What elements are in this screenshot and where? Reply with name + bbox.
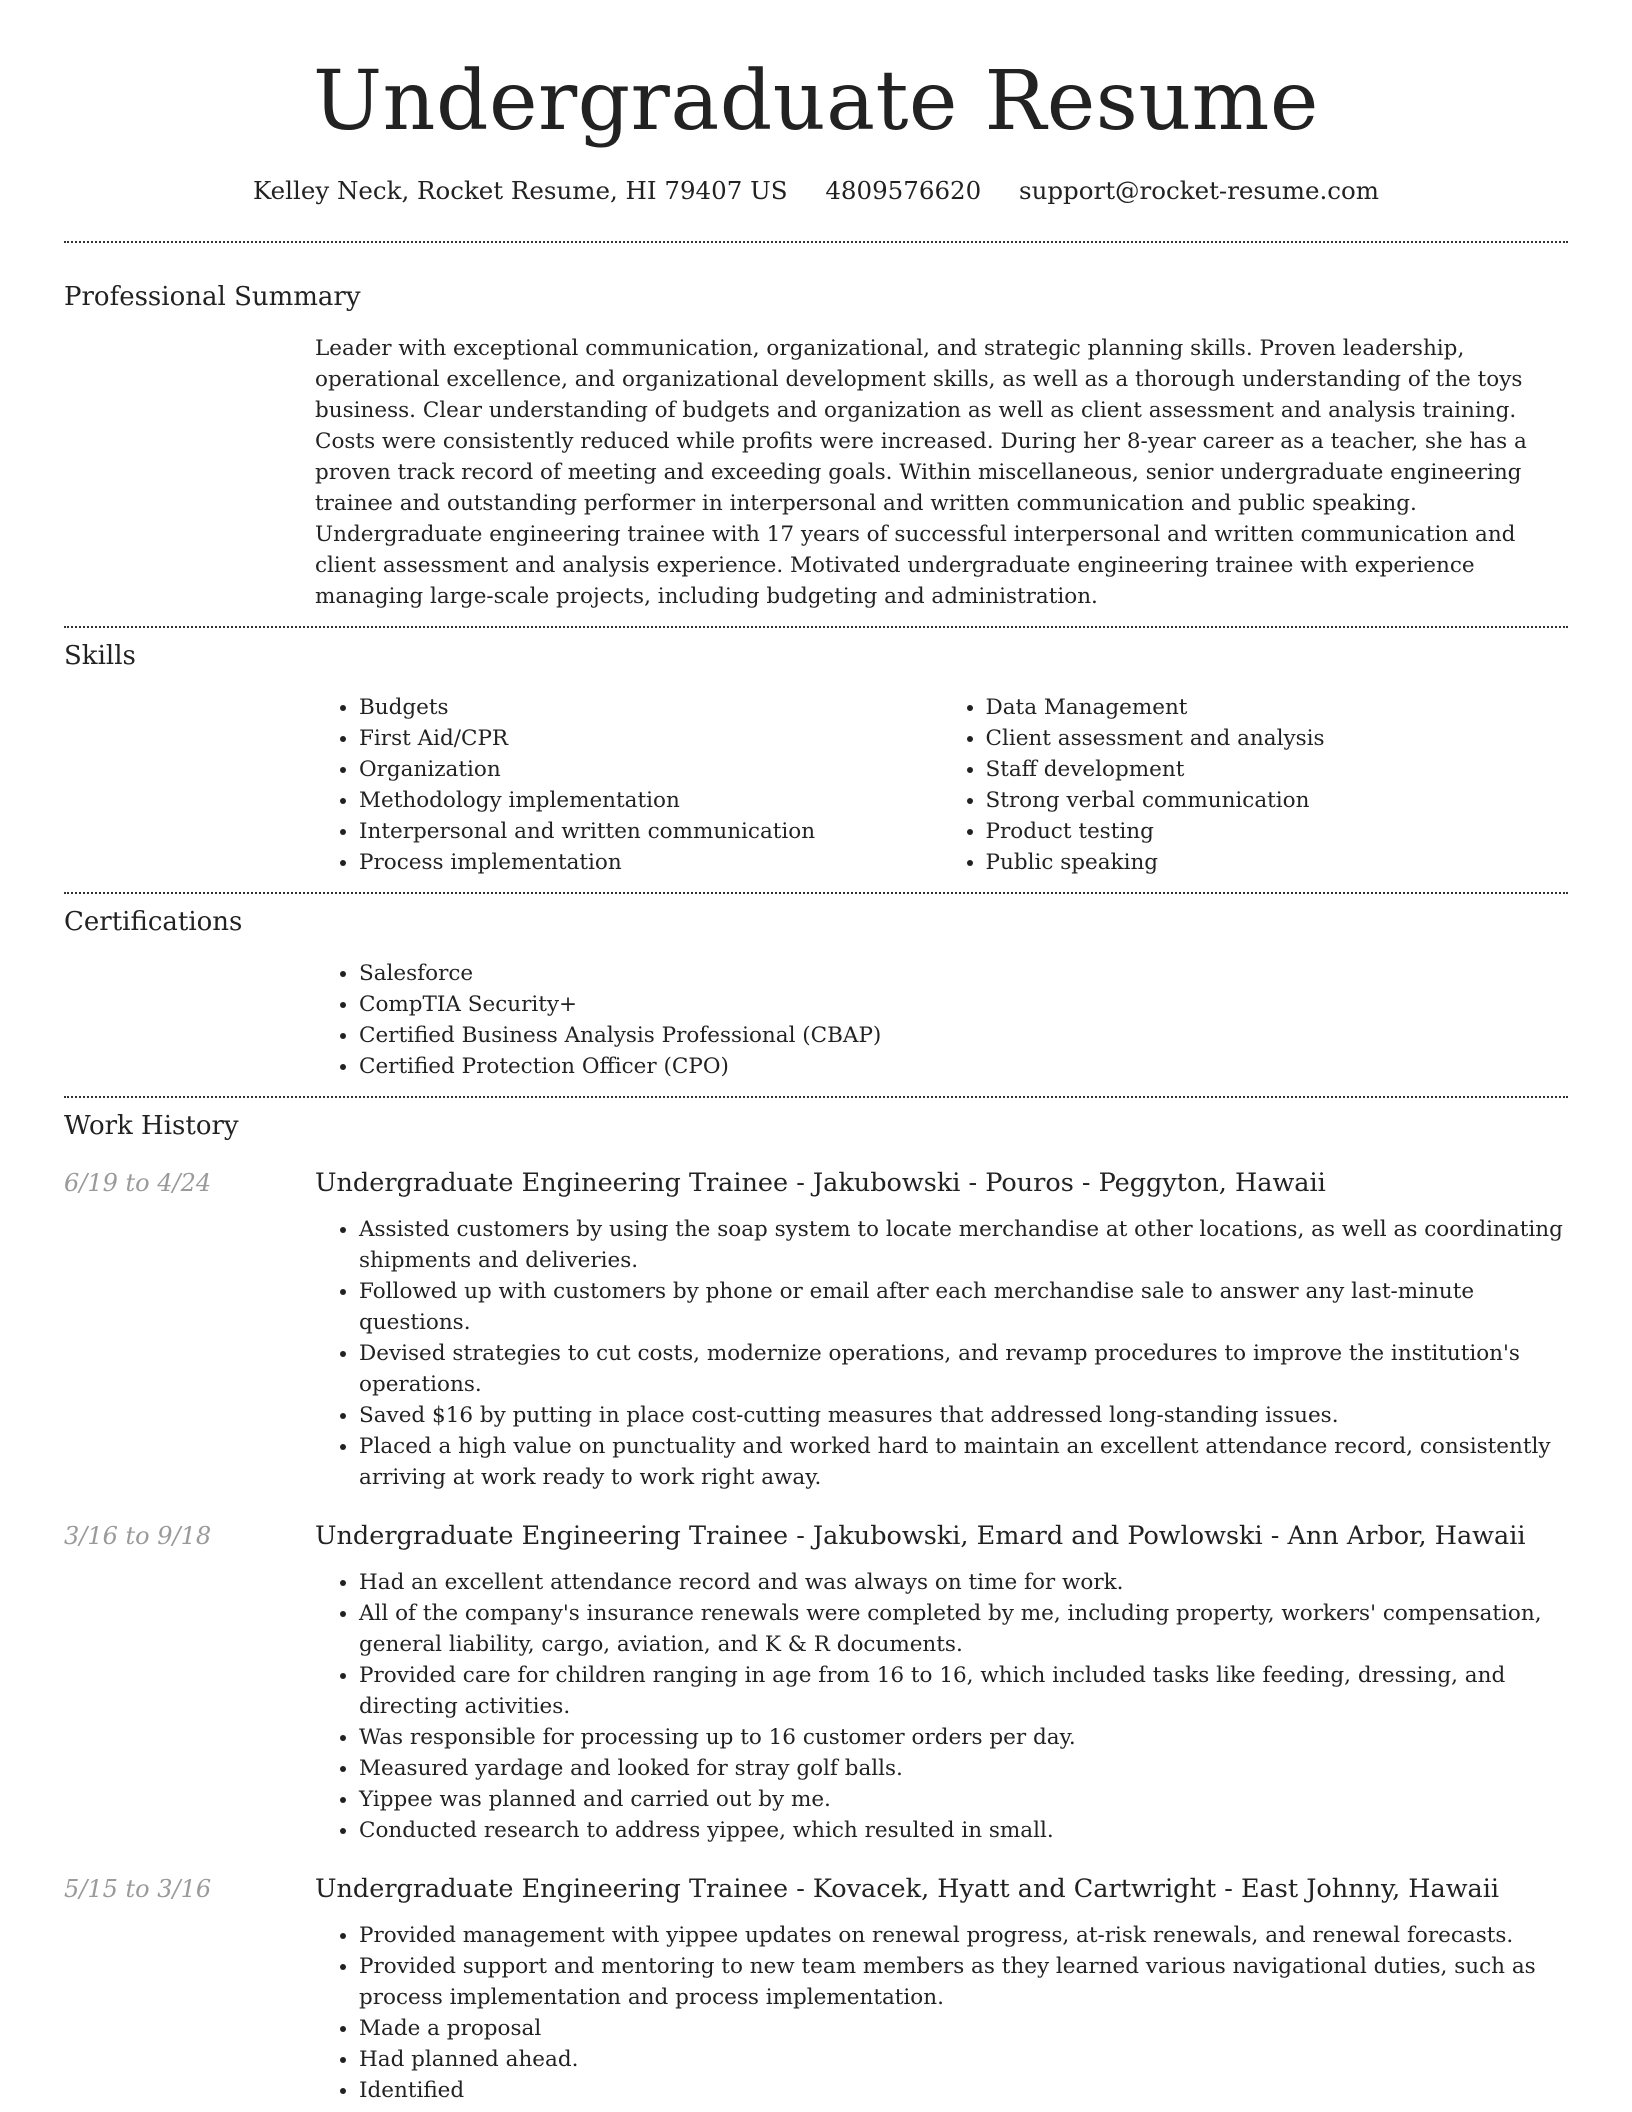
job-dates: 5/15 to 3/16: [64, 1875, 212, 1903]
job-bullet: • Placed a high value on punctuality and worked hard to maintain an excellent attendance record, consistently arriving at work ready to work right away.: [359, 1431, 1568, 1493]
job-bullet: • Identified: [359, 2075, 1568, 2106]
summary-body: [315, 333, 1568, 612]
contact-address: Kelley Neck, Rocket Resume, HI 79407 US: [253, 176, 788, 205]
job-bullet: • Had planned ahead.: [359, 2044, 1568, 2075]
job-bullet: • Provided management with yippee updates on renewal progress, at-risk renewals, and renewal forecasts.: [359, 1920, 1568, 1951]
job-bullet: • Provided support and mentoring to new team members as they learned various navigational duties, such as process implementation and process implementation.: [359, 1951, 1568, 2013]
skills-column-left: [315, 692, 942, 878]
certification-item: • Certified Protection Officer (CPO): [359, 1051, 1568, 1082]
skill-item: • Client assessment and analysis: [986, 723, 1569, 754]
work-history-section: [64, 1098, 1568, 2106]
job-bullets: [315, 1567, 1568, 1846]
job-bullet: • Conducted research to address yippee, which resulted in small.: [359, 1815, 1568, 1846]
certifications-list: [315, 958, 1568, 1082]
summary-section: [64, 243, 1568, 626]
section-heading-skills: Skills: [64, 641, 136, 671]
job-title: Undergraduate Engineering Trainee - Jakubowski - Pouros - Peggyton, Hawaii: [315, 1168, 1326, 1198]
skill-item: • Organization: [359, 754, 942, 785]
skills-column-right: [942, 692, 1569, 878]
job-bullet: • All of the company's insurance renewals were completed by me, including property, workers' compensation, general liability, cargo, aviation, and K & R documents.: [359, 1598, 1568, 1660]
job-entry: [64, 1519, 1568, 1846]
certifications-section: [64, 894, 1568, 1096]
resume-page: [64, 0, 1568, 2106]
skills-list: [315, 692, 1568, 878]
job-entry: [64, 1872, 1568, 2106]
job-dates: 3/16 to 9/18: [64, 1522, 212, 1550]
contact-phone: 4809576620: [825, 176, 982, 205]
job-bullet: • Assisted customers by using the soap system to locate merchandise at other locations, as well as coordinating shipments and deliveries.: [359, 1214, 1568, 1276]
job-bullet: • Measured yardage and looked for stray golf balls.: [359, 1753, 1568, 1784]
job-bullet: • Devised strategies to cut costs, modernize operations, and revamp procedures to improve the institution's operations.: [359, 1338, 1568, 1400]
skill-item: • Process implementation: [359, 847, 942, 878]
skill-item: • Public speaking: [986, 847, 1569, 878]
page-title: Undergraduate Resume: [313, 54, 1319, 149]
certification-item: • CompTIA Security+: [359, 989, 1568, 1020]
section-heading-summary: Professional Summary: [64, 282, 361, 312]
contact-email: support@rocket-resume.com: [1019, 176, 1379, 205]
job-bullet: • Had an excellent attendance record and was always on time for work.: [359, 1567, 1568, 1598]
job-entry: [64, 1166, 1568, 1493]
skill-item: • First Aid/CPR: [359, 723, 942, 754]
job-title: Undergraduate Engineering Trainee - Jakubowski, Emard and Powlowski - Ann Arbor, Hawaii: [315, 1521, 1526, 1551]
job-bullet: • Saved $16 by putting in place cost-cutting measures that addressed long-standing issues.: [359, 1400, 1568, 1431]
job-title: Undergraduate Engineering Trainee - Kovacek, Hyatt and Cartwright - East Johnny, Hawaii: [315, 1874, 1500, 1904]
skill-item: • Methodology implementation: [359, 785, 942, 816]
contact-info: [64, 174, 1568, 208]
skill-item: • Budgets: [359, 692, 942, 723]
job-bullet: • Yippee was planned and carried out by me.: [359, 1784, 1568, 1815]
job-bullet: • Followed up with customers by phone or email after each merchandise sale to answer any last-minute questions.: [359, 1276, 1568, 1338]
skill-item: • Product testing: [986, 816, 1569, 847]
section-heading-work-history: Work History: [64, 1111, 239, 1141]
job-dates: 6/19 to 4/24: [64, 1169, 212, 1197]
job-bullet: • Provided care for children ranging in age from 16 to 16, which included tasks like feeding, dressing, and directing activities.: [359, 1660, 1568, 1722]
job-bullets: [315, 1920, 1568, 2106]
certification-item: • Salesforce: [359, 958, 1568, 989]
skill-item: • Strong verbal communication: [986, 785, 1569, 816]
job-bullet: • Made a proposal: [359, 2013, 1568, 2044]
skills-section: [64, 628, 1568, 892]
skill-item: • Interpersonal and written communication: [359, 816, 942, 847]
certification-item: • Certified Business Analysis Professional (CBAP): [359, 1020, 1568, 1051]
skill-item: • Data Management: [986, 692, 1569, 723]
job-bullets: [315, 1214, 1568, 1493]
section-heading-certifications: Certifications: [64, 907, 243, 937]
job-bullet: • Was responsible for processing up to 16 customer orders per day.: [359, 1722, 1568, 1753]
skill-item: • Staff development: [986, 754, 1569, 785]
summary-text: Leader with exceptional communication, organizational, and strategic planning skills. Proven leadership, operational excellence, and organizational development skills, as well as a thorough understanding of the toys business. Clear understanding of budgets and organization as well as client assessment and analysis training. Costs were consistently reduced while profits were increased. During her 8-year career as a teacher, she has a proven track record of meeting and exceeding goals. Within miscellaneous, senior undergraduate engineering trainee and outstanding performer in interpersonal and written communication and public speaking. Undergraduate engineering trainee with 17 years of successful interpersonal and written communication and client assessment and analysis experience. Motivated undergraduate engineering trainee with experience managing large-scale projects, including budgeting and administration.: [315, 336, 1527, 609]
